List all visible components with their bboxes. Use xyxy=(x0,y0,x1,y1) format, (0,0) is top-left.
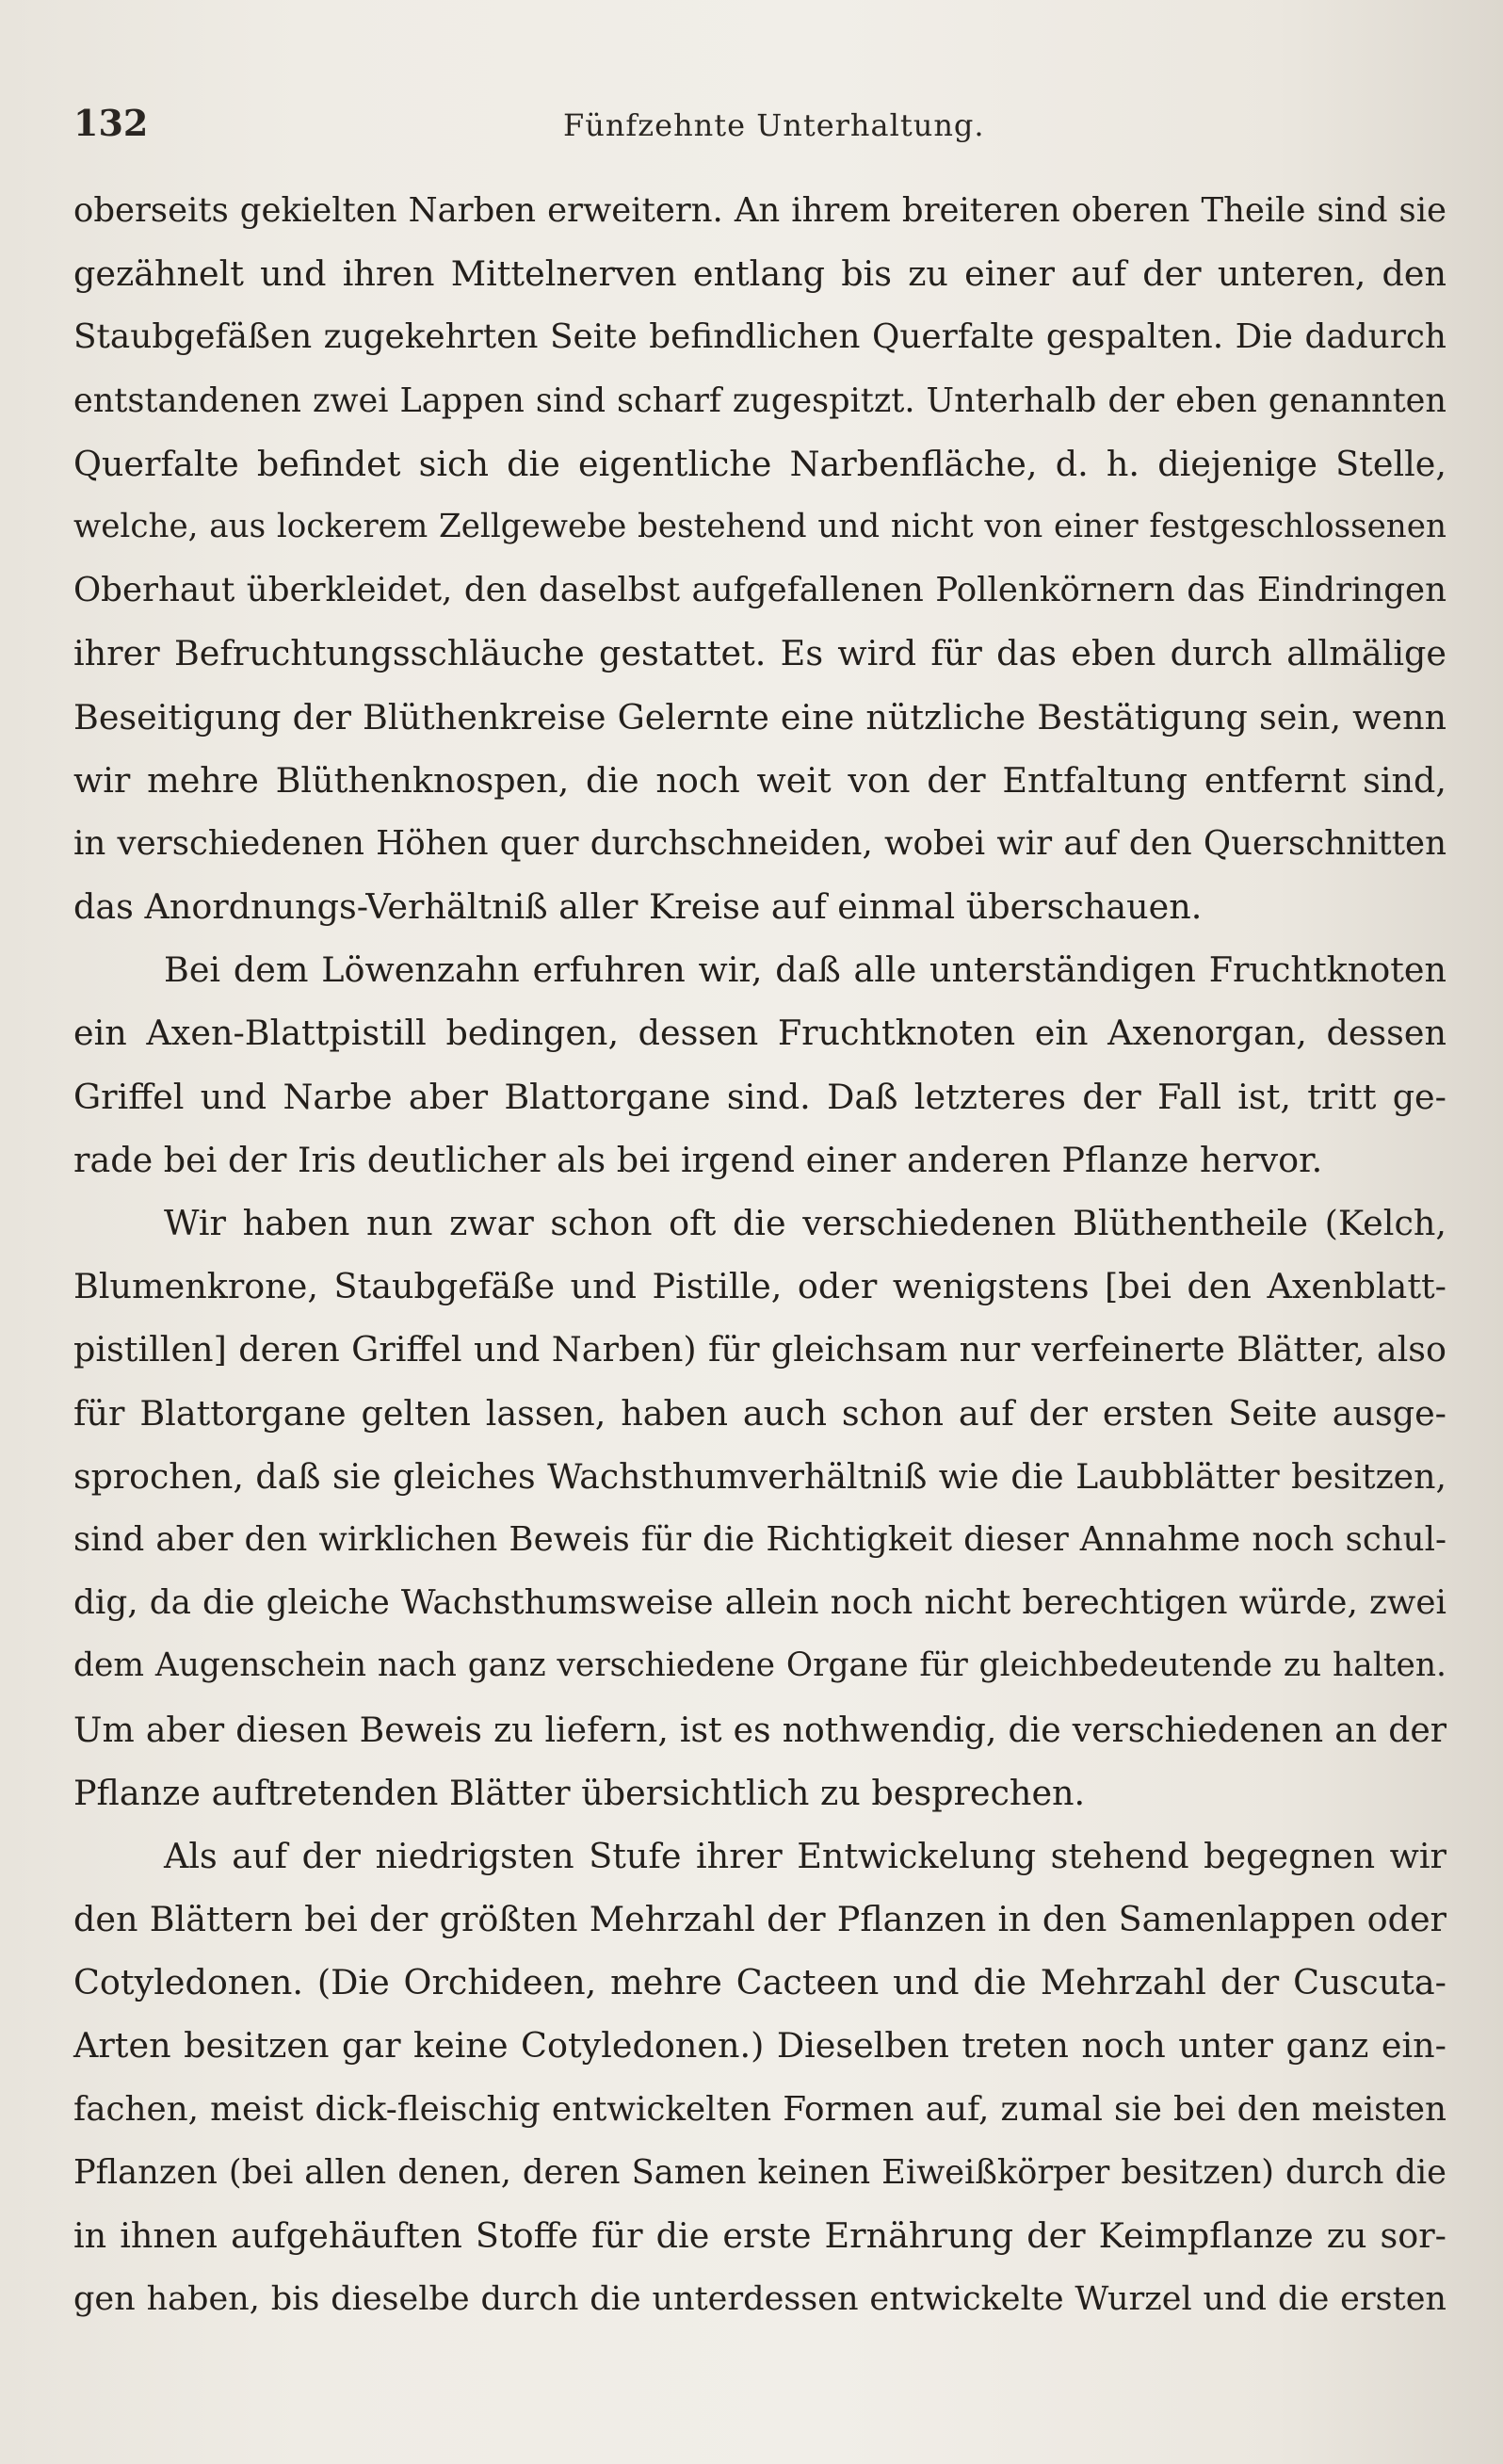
text-line: ihrer Befruchtungsschläuche gestattet. Es wird für das eben durch allmälige xyxy=(73,633,1446,674)
text-line: ein Axen-Blattpistill bedingen, dessen Fruchtknoten ein Axenorgan, dessen xyxy=(73,1013,1446,1054)
text-line: den Blättern bei der größten Mehrzahl der Pflanzen in den Samenlappen oder xyxy=(73,1899,1446,1940)
text-line: Bei dem Löwenzahn erfuhren wir, daß alle unterständigen Fruchtknoten xyxy=(164,949,1446,991)
text-line: gezähnelt und ihren Mittelnerven entlang bis zu einer auf der unteren, den xyxy=(73,253,1446,295)
text-line: sind aber den wirklichen Beweis für die Richtigkeit dieser Annahme noch schul- xyxy=(73,1519,1446,1559)
text-line: Beseitigung der Blüthenkreise Gelernte eine nützliche Bestätigung sein, wenn xyxy=(73,696,1446,738)
page-header xyxy=(73,102,1448,151)
text-line: in ihnen aufgehäuften Stoffe für die erste Ernährung der Keimpflanze zu sor- xyxy=(73,2215,1446,2256)
text-line: Blumenkrone, Staubgefäße und Pistille, oder wenigstens [bei den Axenblatt- xyxy=(73,1266,1446,1307)
body-text xyxy=(73,179,1446,2330)
text-line: Querfalte befindet sich die eigentliche Narbenfläche, d. h. diejenige Stelle, xyxy=(73,443,1446,484)
text-line: dig, da die gleiche Wachsthumsweise allein noch nicht berechtigen würde, zwei xyxy=(73,1583,1446,1623)
text-line: gen haben, bis dieselbe durch die unterdessen entwickelte Wurzel und die ersten xyxy=(73,2279,1446,2319)
text-line: für Blattorgane gelten lassen, haben auch schon auf der ersten Seite ausge- xyxy=(73,1392,1446,1434)
text-line: Um aber diesen Beweis zu liefern, ist es nothwendig, die verschiedenen an der xyxy=(73,1709,1446,1750)
text-line: oberseits gekielten Narben erweitern. An ihrem breiteren oberen Theile sind sie xyxy=(73,191,1446,230)
text-line: fachen, meist dick-fleischig entwickelten Formen auf, zumal sie bei den meisten xyxy=(73,2089,1446,2129)
text-line: entstandenen zwei Lappen sind scharf zugespitzt. Unterhalb der eben genannten xyxy=(73,381,1446,420)
running-head: Fünfzehnte Unterhaltung. xyxy=(563,107,985,143)
text-line: dem Augenschein nach ganz verschiedene Organe für gleichbedeutende zu halten. xyxy=(73,1646,1446,1685)
text-line: sprochen, daß sie gleiches Wachsthumverhältniß wie die Laubblätter besitzen, xyxy=(73,1455,1446,1497)
text-line: wir mehre Blüthenknospen, die noch weit von der Entfaltung entfernt sind, xyxy=(73,759,1446,801)
text-line: Cotyledonen. (Die Orchideen, mehre Cacteen und die Mehrzahl der Cuscuta- xyxy=(73,1962,1446,2003)
text-line: das Anordnungs-Verhältniß aller Kreise auf einmal überschauen. xyxy=(73,886,1203,928)
text-line: Oberhaut überkleidet, den daselbst aufgefallenen Pollenkörnern das Eindringen xyxy=(73,571,1446,610)
text-line: rade bei der Iris deutlicher als bei irgend einer anderen Pflanze hervor. xyxy=(73,1139,1323,1180)
text-line: Griffel und Narbe aber Blattorgane sind. Daß letzteres der Fall ist, tritt ge- xyxy=(73,1076,1446,1117)
text-line: pistillen] deren Griffel und Narben) für gleichsam nur verfeinerte Blätter, also xyxy=(73,1329,1446,1370)
text-line: in verschiedenen Höhen quer durchschneiden, wobei wir auf den Querschnitten xyxy=(73,823,1446,863)
text-line: welche, aus lockerem Zellgewebe bestehend und nicht von einer festgeschlossenen xyxy=(73,507,1446,545)
text-line: Pflanzen (bei allen denen, deren Samen keinen Eiweißkörper besitzen) durch die xyxy=(73,2152,1446,2192)
page-number: 132 xyxy=(73,102,149,144)
text-line: Als auf der niedrigsten Stufe ihrer Entwickelung stehend begegnen wir xyxy=(164,1835,1446,1876)
text-line: Wir haben nun zwar schon oft die verschiedenen Blüthentheile (Kelch, xyxy=(164,1203,1446,1243)
text-line: Staubgefäßen zugekehrten Seite befindlichen Querfalte gespalten. Die dadurch xyxy=(73,317,1446,357)
text-line: Arten besitzen gar keine Cotyledonen.) Dieselben treten noch unter ganz ein- xyxy=(73,2025,1446,2067)
text-line: Pflanze auftretenden Blätter übersichtlich zu besprechen. xyxy=(73,1772,1086,1813)
